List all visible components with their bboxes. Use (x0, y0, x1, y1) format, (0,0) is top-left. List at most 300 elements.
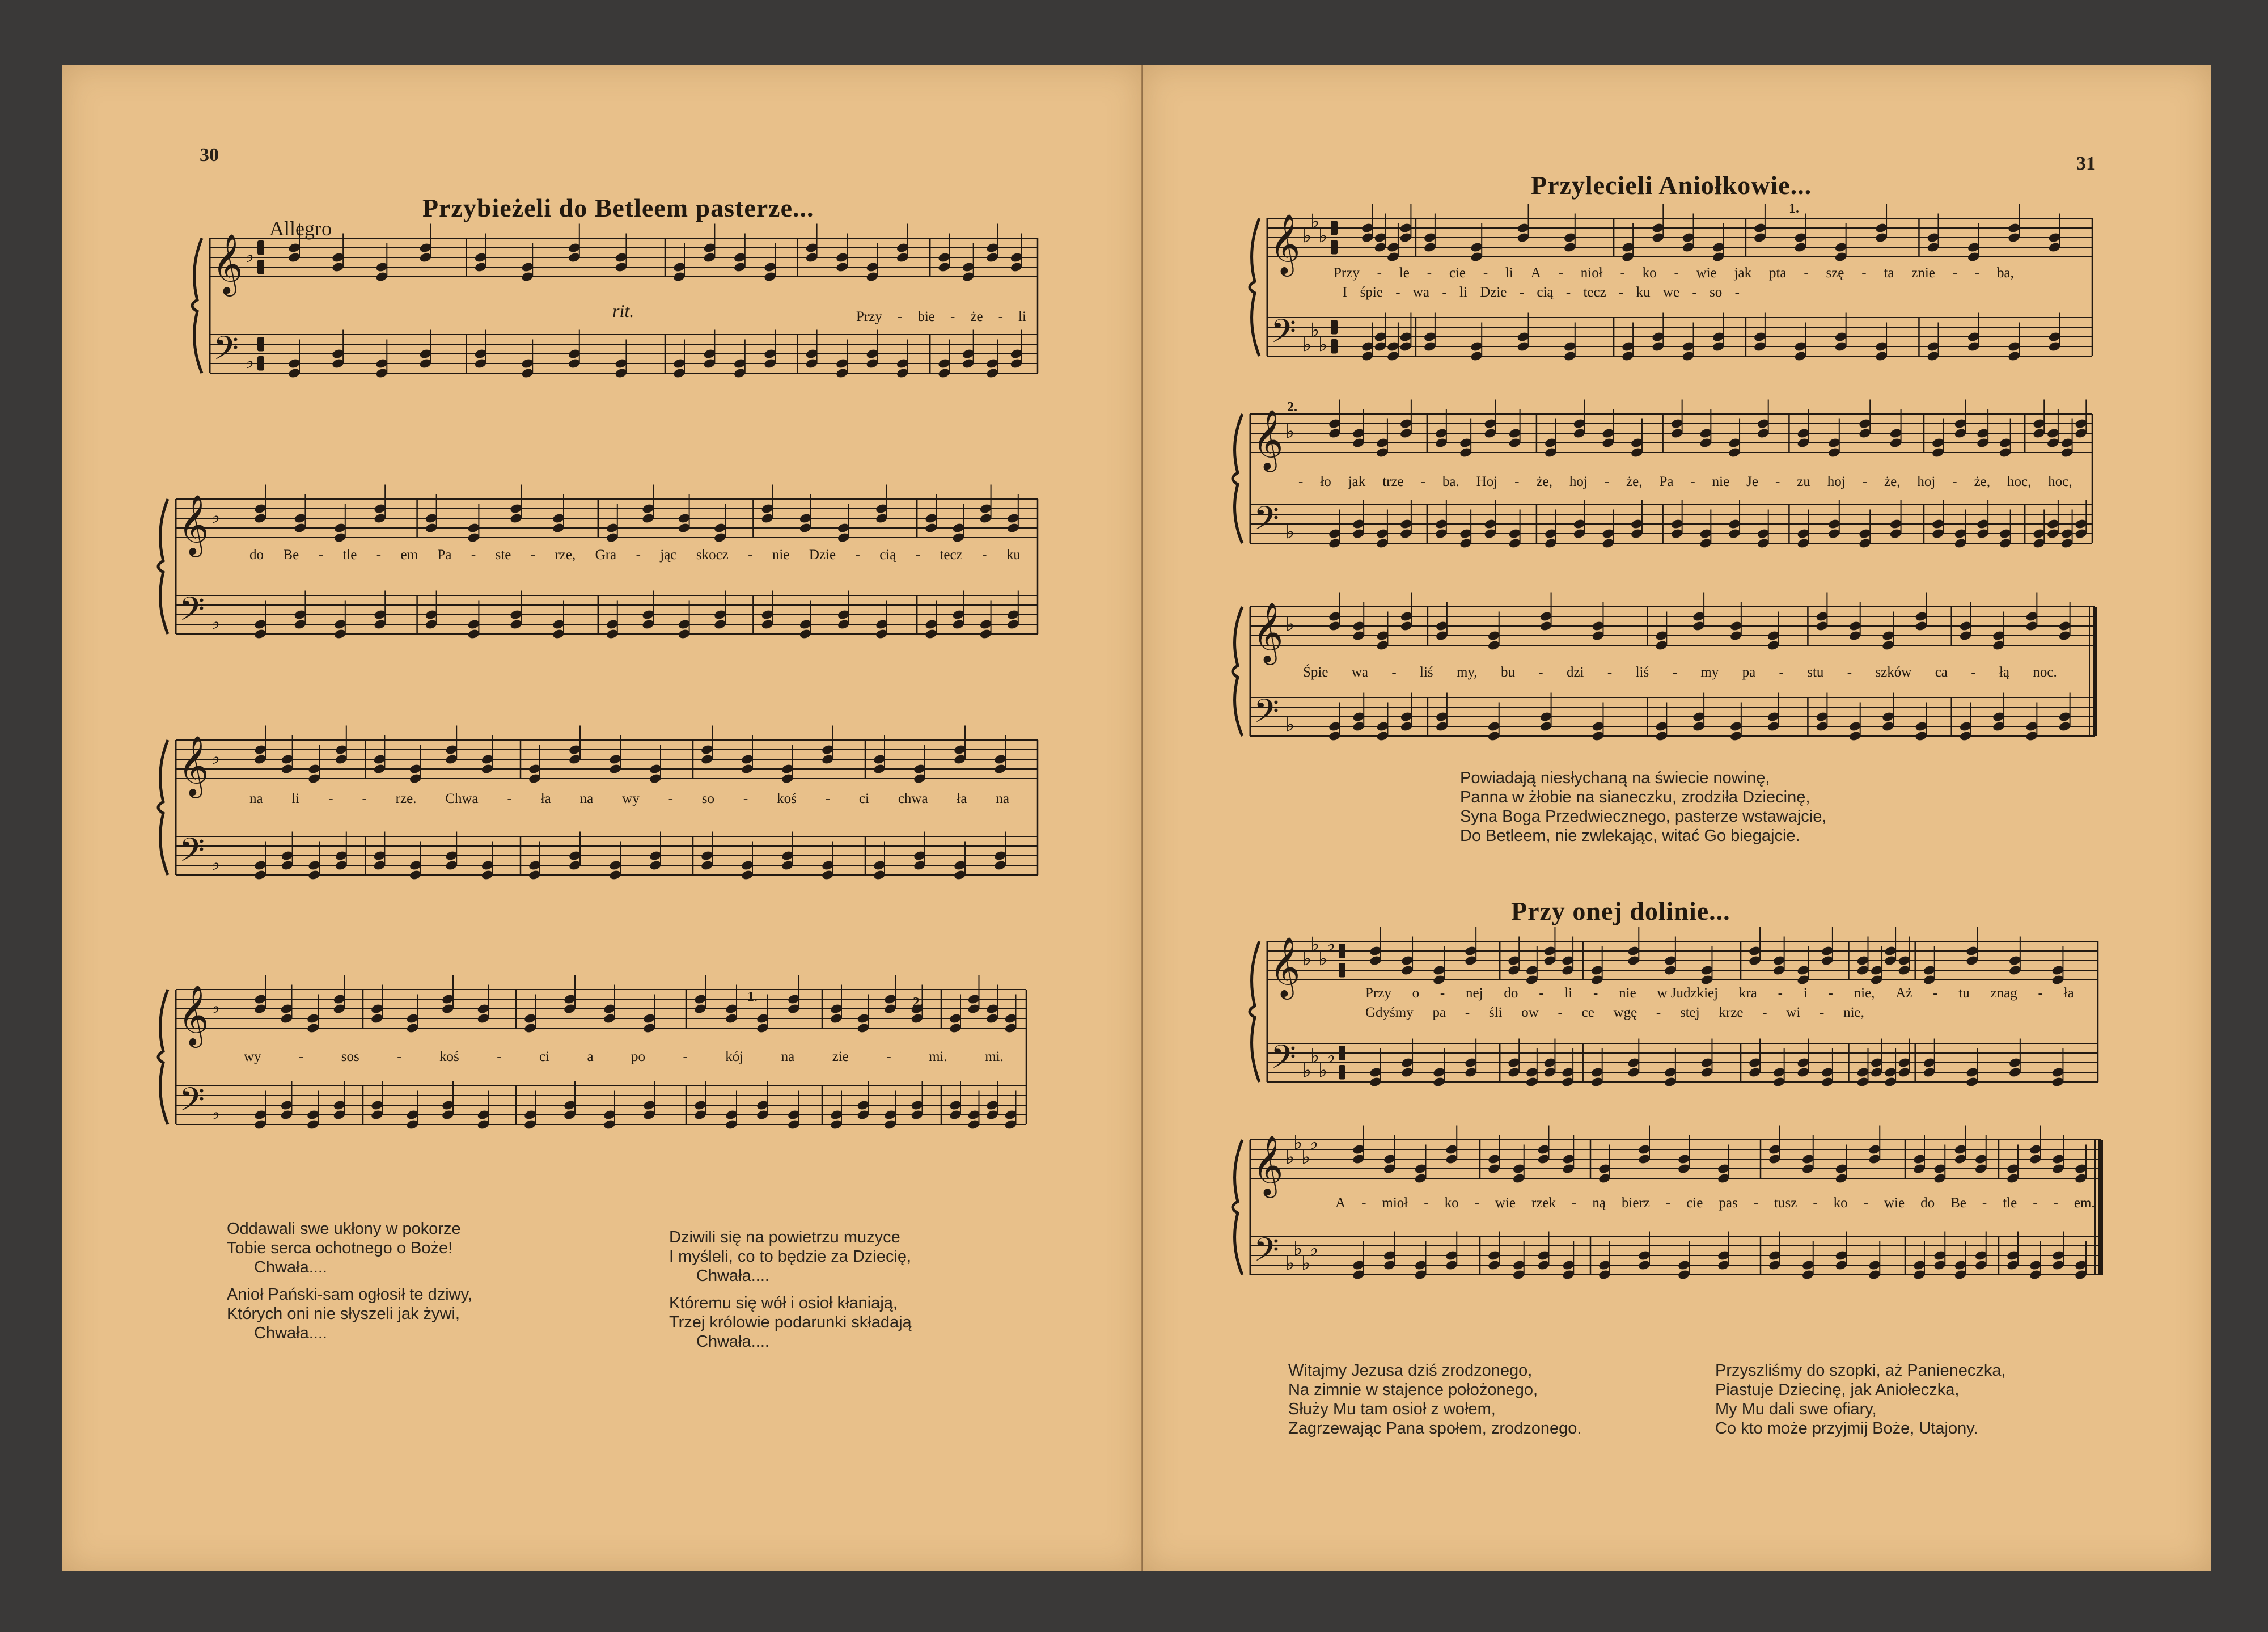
treble-clef-icon: 𝄞 (1253, 1135, 1284, 1195)
lyric-syllable: - (1779, 665, 1784, 680)
lyric-syllable: - (1775, 474, 1780, 489)
lyrics-song1-system2 (249, 547, 1021, 563)
lyric-syllable: ci (539, 1049, 550, 1064)
lyric-syllable: mi. (929, 1049, 947, 1064)
lyric-syllable: tecz (1583, 285, 1606, 300)
verse-line: Zagrzewając Pana społem, zrodzonego. (1288, 1419, 1582, 1437)
volta-2-label: 2. (1287, 400, 1297, 415)
lyric-syllable: - (1442, 285, 1447, 300)
lyric-syllable: ste (495, 547, 511, 563)
verse-line: Syna Boga Przedwiecznego, pasterze wstawajcie, (1460, 807, 1827, 826)
lyric-syllable: - (1514, 474, 1520, 489)
verse-line: Co kto może przyjmij Boże, Utajony. (1715, 1419, 1978, 1437)
lyric-syllable: - (1465, 1005, 1470, 1020)
lyric-syllable: so (1710, 285, 1723, 300)
page-number-left: 30 (200, 145, 219, 166)
lyric-syllable: cie (1449, 265, 1466, 281)
brace (1233, 1140, 1242, 1275)
lyric-syllable: - (1674, 265, 1679, 281)
lyric-syllable: - (1539, 986, 1544, 1001)
lyric-syllable: - (1361, 1195, 1366, 1211)
lyric-syllable: - (1753, 1195, 1759, 1211)
lyric-syllable: - (1762, 1005, 1767, 1020)
lyric-syllable: po (631, 1049, 646, 1064)
lyric-syllable: śli (1488, 1005, 1503, 1020)
bass-clef-icon: 𝄢 (1254, 692, 1280, 738)
lyric-syllable: Aż (1895, 986, 1912, 1001)
treble-clef-icon: 𝄞 (212, 233, 243, 294)
lyric-syllable: ta (1884, 265, 1894, 281)
lyric-syllable: Gra (595, 547, 617, 563)
lyric-syllable: - (1974, 265, 1980, 281)
verse-line: Oddawali swe ukłony w pokorze (227, 1220, 461, 1238)
lyrics-song2-system1-line1 (1334, 265, 2014, 281)
lyric-syllable: hoj (1827, 474, 1846, 489)
lyric-syllable: Pa (1659, 474, 1674, 489)
lyric-syllable: - (1862, 474, 1868, 489)
brace (158, 499, 168, 634)
lyric-syllable: ba. (1442, 474, 1459, 489)
lyric-syllable: Hoj (1476, 474, 1498, 489)
flat-icon: ♭ (1302, 948, 1312, 970)
lyric-syllable: em (400, 547, 418, 563)
verse-line: Których oni nie słyszeli jak żywi, (227, 1305, 460, 1323)
lyric-syllable: - (507, 791, 512, 806)
verse-block-song3-b (1715, 1361, 2006, 1438)
flat-icon: ♭ (1310, 933, 1320, 956)
lyrics-song1-system1 (856, 309, 1026, 325)
flat-icon: ♭ (1309, 1237, 1319, 1261)
page-number-right: 31 (2076, 153, 2096, 174)
lyric-syllable: - (1820, 1005, 1825, 1020)
lyric-syllable: - (1558, 1005, 1563, 1020)
verse-line: Dziwili się na powietrzu muzyce (669, 1228, 900, 1246)
flat-icon: ♭ (211, 505, 221, 528)
lyric-syllable: śpie (1360, 285, 1383, 300)
lyric-syllable: - (1828, 986, 1833, 1001)
verse-line: Do Betleem, nie zwlekając, witać Go biegajcie. (1460, 827, 1800, 845)
lyric-syllable: - (998, 309, 1003, 324)
music-system (142, 734, 1043, 886)
lyric-syllable: że, (1974, 474, 1991, 489)
time-signature-mark (1339, 1046, 1345, 1060)
lyric-syllable: do (1504, 986, 1518, 1001)
lyric-syllable: li (1459, 285, 1467, 300)
lyric-syllable: - (1672, 665, 1677, 680)
ritardando-marking: rit. (612, 301, 634, 321)
lyric-syllable: - (2038, 986, 2043, 1001)
lyric-syllable: Be (1950, 1195, 1966, 1211)
lyric-syllable: Przy (1365, 986, 1391, 1001)
flat-icon: ♭ (1318, 225, 1328, 247)
flat-icon: ♭ (211, 852, 221, 875)
lyric-syllable: tle (342, 547, 357, 563)
flat-icon: ♭ (1293, 1237, 1303, 1261)
lyric-syllable: że, (1884, 474, 1901, 489)
lyric-syllable: koś (439, 1049, 459, 1064)
lyric-syllable: znag (1990, 986, 2017, 1001)
lyric-syllable: we (1662, 285, 1680, 300)
lyric-syllable: na (249, 791, 263, 806)
lyric-syllable: kój (725, 1049, 744, 1064)
treble-clef-icon: 𝄞 (178, 494, 209, 555)
lyric-syllable: - (1690, 474, 1695, 489)
lyric-syllable: na (579, 791, 594, 806)
flat-icon: ♭ (1318, 333, 1328, 356)
lyric-syllable: rze, (555, 547, 576, 563)
lyric-syllable: ko (1833, 1195, 1848, 1211)
lyric-syllable: - (1933, 986, 1938, 1001)
verse-line: Chwała.... (254, 1324, 327, 1342)
volta-1-label: 1. (747, 990, 758, 1004)
lyric-syllable: do (249, 547, 264, 563)
verse-block-song2 (1460, 768, 1826, 845)
lyric-syllable: ła (540, 791, 551, 806)
lyric-syllable: - (1952, 265, 1958, 281)
lyric-syllable: - (1604, 474, 1610, 489)
time-signature-mark (257, 356, 264, 371)
tempo-marking: Allegro (269, 217, 332, 240)
lyric-syllable: - (530, 547, 536, 563)
lyric-syllable: trze (1382, 474, 1404, 489)
lyrics-song3-system1-line2 (1365, 1005, 1864, 1021)
lyric-syllable: - (362, 791, 367, 806)
lyric-syllable: - (1619, 285, 1624, 300)
verse-line: Któremu się wół i osioł kłaniają, (669, 1294, 898, 1312)
lyrics-song2-system3 (1303, 665, 2057, 680)
lyric-syllable: - (1377, 265, 1382, 281)
music-system (176, 232, 1043, 384)
lyric-syllable: - (318, 547, 323, 563)
flat-icon: ♭ (1302, 333, 1312, 356)
verse-line: Służy Mu tam osioł z wołem, (1288, 1400, 1496, 1418)
verse-line: Chwała.... (254, 1258, 327, 1276)
lyric-syllable: liś (1420, 665, 1433, 680)
lyric-syllable: znie (1911, 265, 1935, 281)
flat-icon: ♭ (1318, 1059, 1328, 1082)
lyric-syllable: - (825, 791, 831, 806)
lyrics-song3-system2 (1335, 1195, 2095, 1211)
flat-icon: ♭ (211, 996, 221, 1018)
time-signature-mark (1331, 339, 1338, 354)
verse-block-song1-a (227, 1219, 472, 1343)
time-signature-mark (257, 337, 264, 352)
lyric-syllable: nie (772, 547, 790, 563)
lyric-syllable: - (1607, 665, 1613, 680)
lyric-syllable: - (1861, 265, 1867, 281)
lyric-syllable: na (996, 791, 1009, 806)
lyric-syllable: wi (1786, 1005, 1801, 1020)
lyric-syllable: - (636, 547, 641, 563)
lyric-syllable: hoc, (2007, 474, 2032, 489)
flat-icon: ♭ (245, 350, 255, 373)
lyric-syllable: nie (1712, 474, 1730, 489)
lyric-syllable: - (2033, 1195, 2038, 1211)
flat-icon: ♭ (1310, 319, 1320, 342)
lyric-syllable: - (1474, 1195, 1479, 1211)
lyric-syllable: że, (1626, 474, 1643, 489)
lyric-syllable: - (471, 547, 476, 563)
lyric-syllable: a (587, 1049, 594, 1064)
lyric-syllable: tecz (940, 547, 963, 563)
lyric-syllable: - (748, 547, 753, 563)
lyric-syllable: ko (1444, 1195, 1459, 1211)
lyric-syllable: - (886, 1049, 891, 1064)
lyric-syllable: - (1298, 474, 1304, 489)
treble-clef-icon: 𝄞 (1253, 602, 1284, 662)
lyric-syllable: dzi (1566, 665, 1584, 680)
treble-clef-icon: 𝄞 (1253, 409, 1284, 470)
flat-icon: ♭ (1285, 1146, 1295, 1169)
lyric-syllable: I (1343, 285, 1348, 300)
flat-icon: ♭ (1310, 1045, 1320, 1068)
treble-clef-icon: 𝄞 (178, 984, 209, 1045)
treble-clef-icon: 𝄞 (1270, 936, 1301, 997)
lyrics-song1-system4 (244, 1049, 1004, 1065)
lyric-syllable: że, (1536, 474, 1552, 489)
lyric-syllable: hoj (1917, 474, 1936, 489)
brace (192, 238, 202, 373)
lyric-syllable: A (1335, 1195, 1346, 1211)
lyric-syllable: bie (917, 309, 935, 324)
lyric-syllable: Je (1746, 474, 1758, 489)
lyric-syllable: pa (1432, 1005, 1446, 1020)
lyric-syllable: - (1813, 1195, 1818, 1211)
lyric-syllable: szę (1826, 265, 1844, 281)
lyric-syllable: li (1505, 265, 1513, 281)
brace (1233, 414, 1242, 543)
lyric-syllable: pas (1719, 1195, 1738, 1211)
lyric-syllable: - (1656, 1005, 1661, 1020)
lyric-syllable: - (950, 309, 955, 324)
flat-icon: ♭ (211, 1102, 221, 1124)
lyric-syllable: jąc (660, 547, 677, 563)
lyric-syllable: - (1483, 265, 1488, 281)
time-signature-mark (1339, 1065, 1345, 1080)
lyric-syllable: - (897, 309, 903, 324)
verse-line: Panna w żłobie na sianeczku, zrodziła Dziecinę, (1460, 788, 1810, 806)
lyric-syllable: A (1530, 265, 1541, 281)
lyric-syllable: że (970, 309, 983, 324)
lyric-syllable: krze (1719, 1005, 1744, 1020)
treble-clef-icon: 𝄞 (1270, 213, 1301, 274)
lyric-syllable: my (1700, 665, 1719, 680)
lyric-syllable: jak (1734, 265, 1752, 281)
lyric-syllable: bierz (1621, 1195, 1650, 1211)
flat-icon: ♭ (1285, 521, 1295, 543)
lyric-syllable: skocz (696, 547, 729, 563)
verse-line: Trzej królowie podarunki składają (669, 1313, 912, 1331)
flat-icon: ♭ (1285, 713, 1295, 736)
lyric-syllable: na (781, 1049, 795, 1064)
lyric-syllable: stu (1807, 665, 1824, 680)
lyric-syllable: - (1440, 986, 1445, 1001)
time-signature-mark (257, 260, 264, 274)
lyric-syllable: - (683, 1049, 688, 1064)
lyric-syllable: em. (2074, 1195, 2095, 1211)
bass-clef-icon: 𝄢 (1254, 1231, 1280, 1277)
lyric-syllable: Pa (437, 547, 452, 563)
lyrics-song3-system1-line1 (1365, 986, 2074, 1001)
lyric-syllable: w Judzkiej (1657, 986, 1719, 1001)
lyric-syllable: le (1399, 265, 1410, 281)
verse-line: Witajmy Jezusa dziś zrodzonego, (1288, 1362, 1533, 1380)
verse-line: Chwała.... (696, 1333, 769, 1351)
time-signature-mark (1331, 240, 1338, 255)
brace (1233, 607, 1242, 736)
lyric-syllable: ła (957, 791, 967, 806)
brace (1250, 218, 1259, 356)
lyric-syllable: nej (1466, 986, 1483, 1001)
lyric-syllable: wy (244, 1049, 261, 1064)
lyric-syllable: do (1920, 1195, 1935, 1211)
flat-icon: ♭ (1302, 1059, 1312, 1082)
lyric-syllable: li (1018, 309, 1026, 324)
lyric-syllable: ce (1581, 1005, 1594, 1020)
lyric-syllable: kra (1738, 986, 1757, 1001)
bass-clef-icon: 𝄢 (1254, 499, 1280, 546)
lyric-syllable: ła (2063, 986, 2074, 1001)
lyric-syllable: - (2053, 1195, 2058, 1211)
lyric-syllable: bu (1500, 665, 1515, 680)
flat-icon: ♭ (245, 244, 255, 267)
lyrics-song2-system1-line2 (1343, 285, 1740, 301)
lyric-syllable: wa (1412, 285, 1430, 300)
lyric-syllable: łą (1999, 665, 2009, 680)
flat-icon: ♭ (1326, 1045, 1336, 1068)
lyric-syllable: wa (1351, 665, 1368, 680)
flat-icon: ♭ (1326, 933, 1336, 956)
lyric-syllable: pta (1768, 265, 1787, 281)
lyric-syllable: nioł (1580, 265, 1603, 281)
lyric-syllable: ow (1521, 1005, 1539, 1020)
lyric-syllable: sos (341, 1049, 359, 1064)
lyric-syllable: - (1420, 474, 1425, 489)
lyric-syllable: Przy (856, 309, 882, 324)
lyric-syllable: - (1847, 665, 1852, 680)
lyric-syllable: mioł (1382, 1195, 1408, 1211)
lyric-syllable: - (1572, 1195, 1577, 1211)
lyric-syllable: wie (1495, 1195, 1516, 1211)
lyric-syllable: zu (1797, 474, 1810, 489)
lyric-syllable: - (855, 547, 860, 563)
lyric-syllable: - (915, 547, 921, 563)
lyric-syllable: wy (622, 791, 640, 806)
bass-clef-icon: 𝄢 (1271, 312, 1297, 358)
lyric-syllable: nie (1619, 986, 1636, 1001)
lyric-syllable: wie (1884, 1195, 1905, 1211)
bass-clef-icon: 𝄢 (213, 329, 239, 375)
song-title-przy-onej-dolinie: Przy onej dolinie... (1511, 897, 1730, 925)
bass-clef-icon: 𝄢 (179, 590, 205, 636)
lyric-syllable: jak (1348, 474, 1366, 489)
lyric-syllable: cią (879, 547, 896, 563)
lyric-syllable: Be (283, 547, 299, 563)
lyric-syllable: my, (1457, 665, 1478, 680)
lyric-syllable: - (743, 791, 748, 806)
lyric-syllable: hoc, (2048, 474, 2072, 489)
verse-line: Przyszliśmy do szopki, aż Panieneczka, (1715, 1362, 2006, 1380)
lyric-syllable: - (1538, 665, 1543, 680)
lyric-syllable: - (668, 791, 673, 806)
lyric-syllable: chwa (898, 791, 928, 806)
flat-icon: ♭ (1293, 1131, 1303, 1155)
lyric-syllable: - (982, 547, 987, 563)
lyric-syllable: - (376, 547, 382, 563)
time-signature-mark (1339, 963, 1345, 978)
lyric-syllable: - (397, 1049, 402, 1064)
lyric-syllable: - (1558, 265, 1563, 281)
song-title-przylecieli: Przylecieli Aniołkowie... (1531, 171, 1812, 200)
lyric-syllable: rzek (1531, 1195, 1556, 1211)
flat-icon: ♭ (1310, 210, 1320, 233)
lyric-syllable: ko (1642, 265, 1657, 281)
lyric-syllable: nie, (1843, 1005, 1864, 1020)
verse-line: Piastuje Dziecinę, jak Aniołeczka, (1715, 1381, 1960, 1399)
lyric-syllable: rze. (395, 791, 417, 806)
flat-icon: ♭ (1318, 948, 1328, 970)
flat-icon: ♭ (1309, 1131, 1319, 1155)
lyric-syllable: tusz (1774, 1195, 1797, 1211)
verse-line: My Mu dali swe ofiary, (1715, 1400, 1877, 1418)
lyric-syllable: ło (1320, 474, 1331, 489)
lyric-syllable: - (497, 1049, 502, 1064)
lyric-syllable: tle (2003, 1195, 2017, 1211)
lyric-syllable: stej (1679, 1005, 1700, 1020)
lyric-syllable: - (1734, 285, 1740, 300)
lyric-syllable: Dzie (809, 547, 836, 563)
lyric-syllable: zie (832, 1049, 849, 1064)
lyric-syllable: - (1519, 285, 1525, 300)
lyric-syllable: wie (1696, 265, 1717, 281)
lyric-syllable: pa (1742, 665, 1756, 680)
lyric-syllable: - (328, 791, 333, 806)
lyric-syllable: ną (1592, 1195, 1606, 1211)
flat-icon: ♭ (1302, 225, 1312, 247)
lyric-syllable: - (1565, 285, 1571, 300)
lyric-syllable: i (1803, 986, 1808, 1001)
lyrics-song1-system3 (249, 791, 1009, 807)
lyric-syllable: hoj (1569, 474, 1588, 489)
verse-line: Tobie serca ochotnego o Boże! (227, 1239, 453, 1257)
brace (1250, 941, 1259, 1082)
lyric-syllable: ku (1636, 285, 1651, 300)
bass-clef-icon: 𝄢 (179, 831, 205, 877)
verse-line: Powiadają niesłychaną na świecie nowinę, (1460, 769, 1770, 787)
bass-clef-icon: 𝄢 (179, 1080, 205, 1127)
music-system (142, 493, 1043, 645)
flat-icon: ♭ (1285, 1252, 1295, 1275)
lyric-syllable: wgę (1613, 1005, 1637, 1020)
lyric-syllable: - (1692, 285, 1697, 300)
bass-clef-icon: 𝄢 (1271, 1038, 1297, 1084)
lyric-syllable: ku (1006, 547, 1021, 563)
verse-block-song1-b (669, 1228, 912, 1351)
lyric-syllable: - (1863, 1195, 1868, 1211)
flat-icon: ♭ (1285, 613, 1295, 636)
verse-block-song3-a (1288, 1361, 1581, 1438)
lyric-syllable: - (1982, 1195, 1987, 1211)
lyric-syllable: - (1665, 1195, 1671, 1211)
lyric-syllable: szków (1875, 665, 1912, 680)
lyric-syllable: - (1952, 474, 1957, 489)
lyric-syllable: nie, (1854, 986, 1875, 1001)
lyric-syllable: - (1971, 665, 1976, 680)
volta-2-label: 2. (913, 995, 923, 1010)
lyric-syllable: ci (858, 791, 869, 806)
brace (158, 990, 168, 1124)
lyric-syllable: o (1412, 986, 1420, 1001)
